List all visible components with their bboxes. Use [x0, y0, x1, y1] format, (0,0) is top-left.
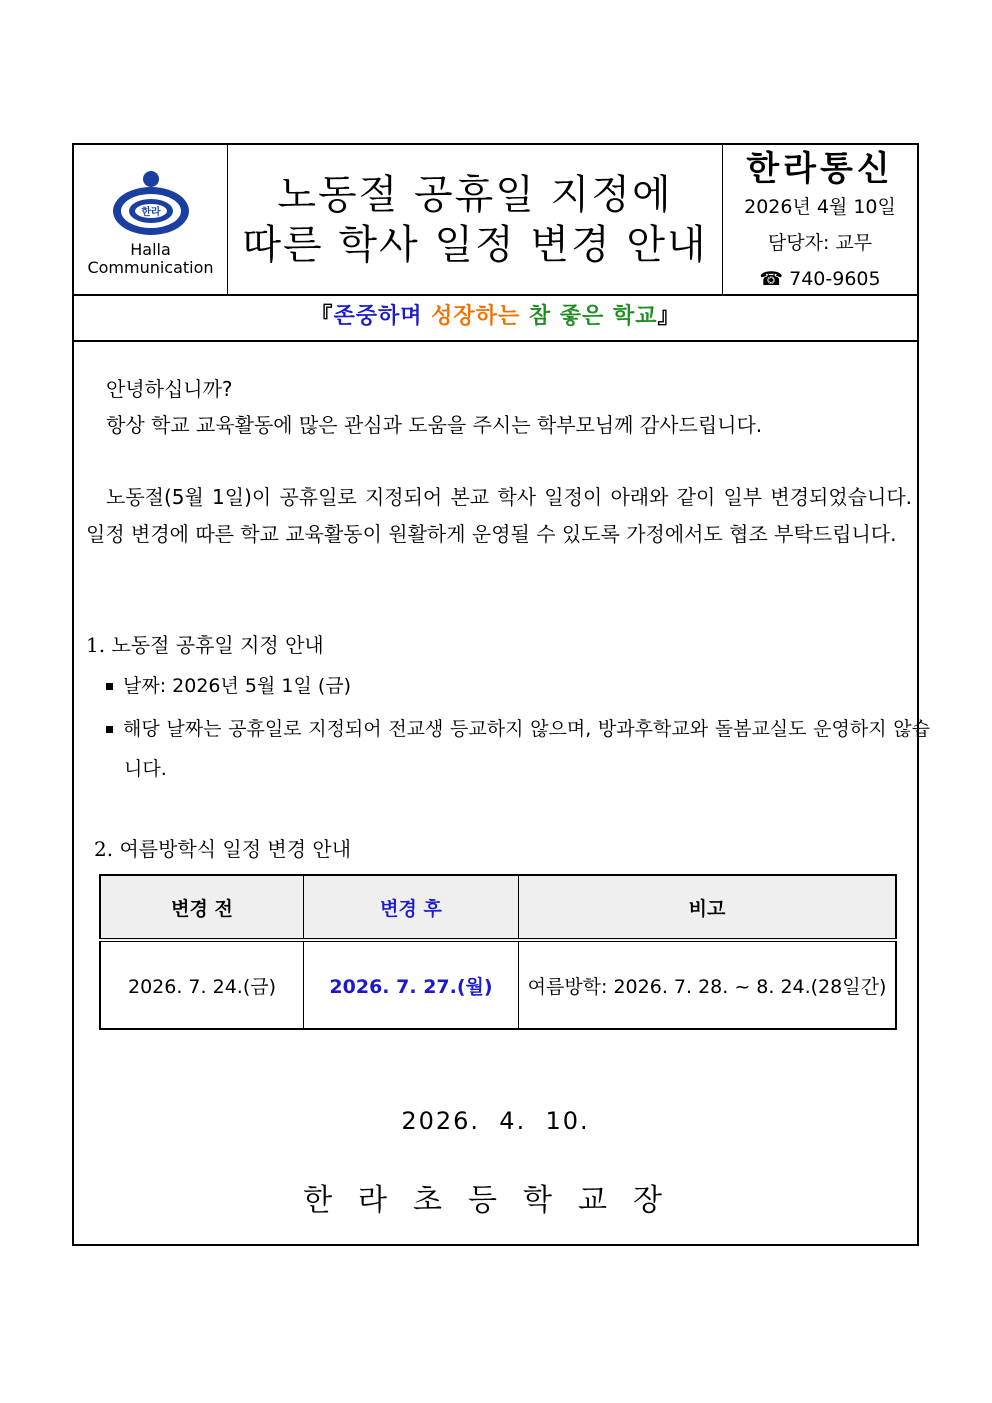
bullet-date-text: 날짜: 2026년 5월 1일 (금): [123, 675, 352, 697]
footer-date: 2026. 4. 10.: [401, 1107, 590, 1135]
schedule-table: [99, 874, 897, 1030]
phone-icon: ☎: [759, 268, 784, 290]
info-cell: [723, 145, 917, 294]
motto-school: 학교: [612, 304, 658, 329]
bullet-square-icon: [106, 726, 113, 733]
cell-before-date: 2026. 7. 24.(금): [100, 940, 304, 1029]
table-header-row: [100, 875, 896, 940]
school-logo-icon: [106, 169, 196, 237]
motto-close-bracket: 』: [657, 304, 681, 329]
table-row: [100, 940, 896, 1029]
bullet-notice-text: 해당 날짜는 공휴일로 지정되어 전교생 등교하지 않으며, 방과후학교와 돌봄교실도 운영하지 않습니다.: [123, 718, 930, 780]
title-line-2: 따른 학사 일정 변경 안내: [242, 221, 708, 268]
motto-respect: 존중하며: [333, 304, 423, 329]
cell-after-date: 2026. 7. 27.(월): [304, 940, 519, 1029]
logo-badge-text: 한라: [141, 207, 161, 218]
greeting: 안녕하십니까?: [106, 377, 233, 401]
motto-true: 참: [528, 304, 552, 329]
section2-heading: 2. 여름방학식 일정 변경 안내: [94, 837, 352, 861]
newsletter-header: [74, 145, 917, 296]
motto-growth: 성장하는: [431, 304, 521, 329]
issue-date: 2026년 4월 10일: [744, 196, 896, 218]
title-line-1: 노동절 공휴일 지정에: [277, 171, 673, 218]
logo-text-communication: Communication: [87, 258, 214, 277]
section1-bullet-notice: [106, 709, 930, 789]
school-motto: [74, 294, 917, 342]
motto-open-bracket: 『: [310, 304, 334, 329]
brand-name: 한라통신: [746, 149, 894, 189]
principal-signature: 한라초등학교장: [303, 1183, 688, 1218]
thanks-line: 항상 학교 교육활동에 많은 관심과 도움을 주시는 학부모님께 감사드립니다.: [106, 413, 763, 437]
notice-paragraph: 노동절(5월 1일)이 공휴일로 지정되어 본교 학사 일정이 아래와 같이 일부 변경되었습니다. 일정 변경에 따른 학교 교육활동이 원활하게 운영될 수 있도록 가정에서도 협조 부탁드립니다.: [86, 485, 912, 546]
title-cell: [228, 145, 723, 294]
section1-heading: 1. 노동절 공휴일 지정 안내: [86, 633, 324, 657]
logo-cell: [74, 145, 228, 294]
bullet-square-icon: [106, 683, 113, 690]
col-before: 변경 전: [100, 875, 304, 940]
logo-text-halla: Halla: [130, 240, 171, 259]
phone-line: [723, 261, 917, 297]
contact-person: 담당자: 교무: [767, 232, 873, 254]
col-after: 변경 후: [304, 875, 519, 940]
cell-note: 여름방학: 2026. 7. 28. ~ 8. 24.(28일간): [519, 940, 897, 1029]
newsletter-frame: [72, 143, 930, 1246]
col-note: 비고: [519, 875, 897, 940]
section1-bullet-date: [106, 671, 351, 698]
motto-good: 좋은: [559, 304, 605, 329]
phone-number: 740-9605: [789, 268, 881, 290]
